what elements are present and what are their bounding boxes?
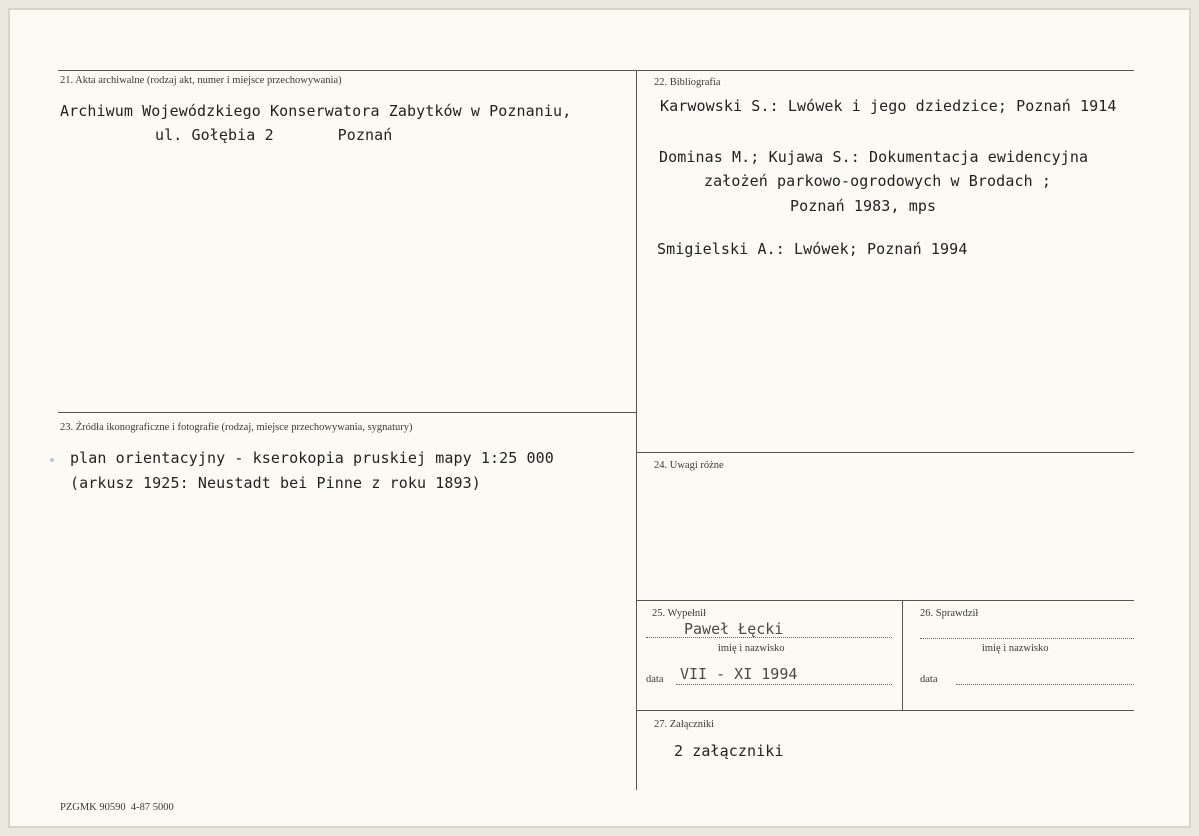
section-26-heading: 26. Sprawdził	[920, 608, 979, 619]
rule-22-24	[636, 452, 1134, 453]
attachments-value: 2 załączniki	[674, 742, 784, 760]
bibliography-entry-3: Smigielski A.: Lwówek; Poznań 1994	[657, 240, 968, 258]
rule-25-27	[636, 710, 1134, 711]
filled-by-date-label: data	[646, 674, 664, 685]
section-23-heading: 23. Źródła ikonograficzne i fotografie (rodzaj, miejsce przechowywania, sygnatury)	[60, 422, 413, 433]
rule-21-23	[58, 412, 636, 413]
checked-by-date-line	[956, 684, 1134, 685]
filled-by-name: Paweł Łęcki	[684, 620, 784, 638]
bibliography-entry-1: Karwowski S.: Lwówek i jego dziedzice; Poznań 1914	[660, 97, 1117, 115]
section-23-line-1: plan orientacyjny - kserokopia pruskiej mapy 1:25 000	[70, 449, 554, 467]
bibliography-entry-2-cont: założeń parkowo-ogrodowych w Brodach ;	[704, 172, 1051, 190]
paper-mark	[50, 458, 54, 462]
top-rule	[58, 70, 1134, 71]
filled-by-date-line	[676, 684, 892, 685]
divider-25-26	[902, 600, 903, 710]
section-21-heading: 21. Akta archiwalne (rodzaj akt, numer i miejsce przechowywania)	[60, 75, 342, 86]
bibliography-entry-2: Dominas M.; Kujawa S.: Dokumentacja ewidencyjna	[659, 148, 1089, 166]
filled-by-name-caption: imię i nazwisko	[718, 643, 785, 654]
section-23-line-2: (arkusz 1925: Neustadt bei Pinne z roku 1893)	[70, 474, 481, 492]
filled-by-name-line	[646, 637, 892, 638]
section-27-heading: 27. Załączniki	[654, 719, 715, 730]
section-22-heading: 22. Bibliografia	[654, 77, 721, 88]
section-21-line-2: ul. Gołębia 2 Poznań	[155, 126, 393, 144]
section-24-heading: 24. Uwagi różne	[654, 460, 724, 471]
print-code: PZGMK 90590 4-87 5000	[60, 802, 174, 813]
section-21-line-1: Archiwum Wojewódzkiego Konserwatora Zabytków w Poznaniu,	[60, 102, 572, 120]
checked-by-date-label: data	[920, 674, 938, 685]
bibliography-entry-2-place: Poznań 1983, mps	[790, 197, 937, 215]
rule-24-25	[636, 600, 1134, 601]
checked-by-name-caption: imię i nazwisko	[982, 643, 1049, 654]
filled-by-date: VII - XI 1994	[680, 665, 798, 683]
center-divider	[636, 70, 637, 790]
checked-by-name-line	[920, 638, 1134, 639]
section-25-heading: 25. Wypełnił	[652, 608, 707, 619]
